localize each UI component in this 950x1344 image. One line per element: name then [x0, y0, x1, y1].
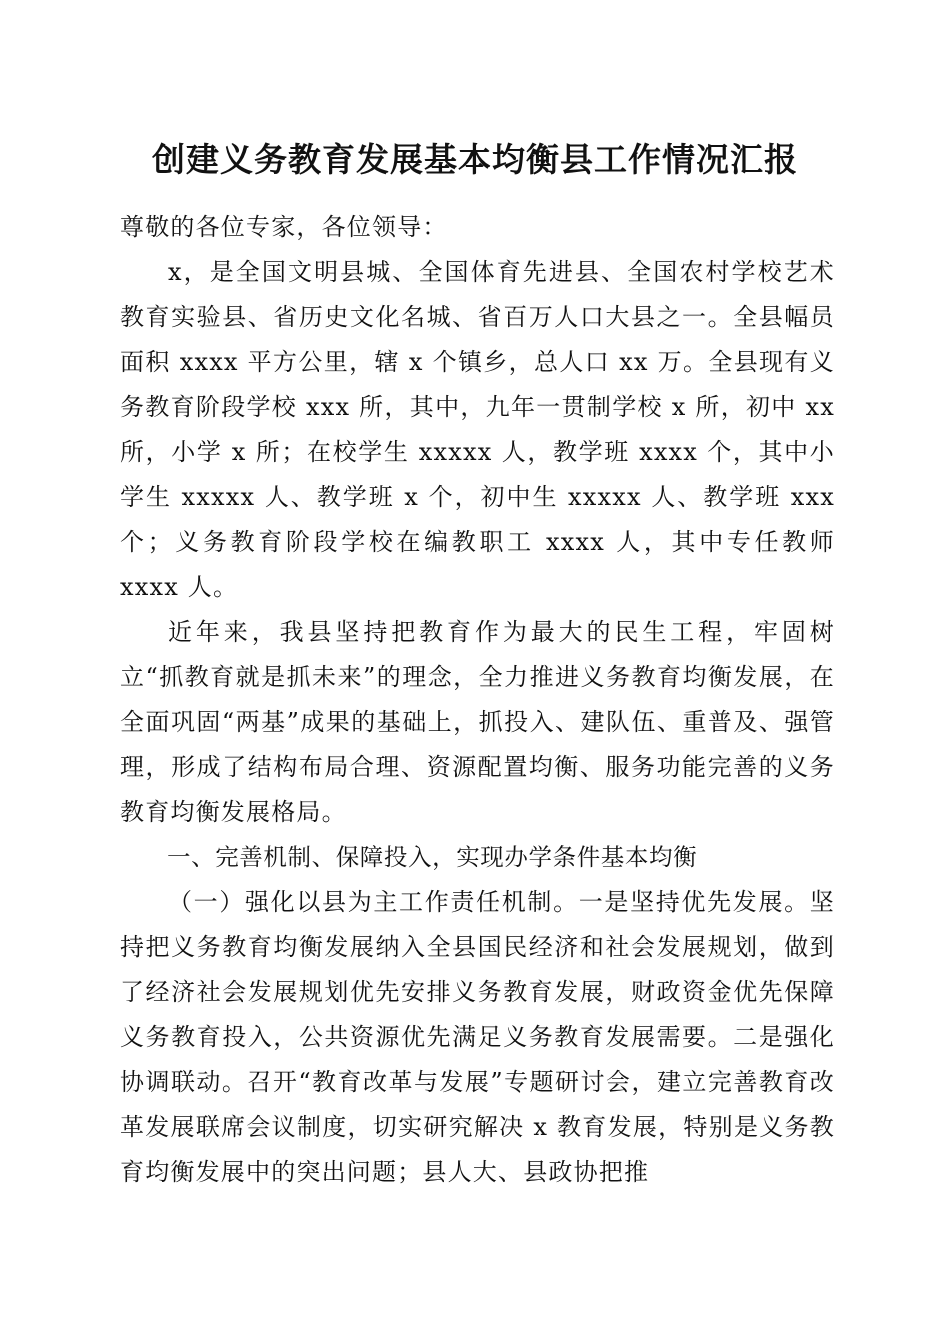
sub-heading-1-1: （一）强化以县为主工作责任机制。 — [168, 888, 579, 916]
salutation: 尊敬的各位专家，各位领导： — [120, 213, 448, 241]
document-title: 创建义务教育发展基本均衡县工作情况汇报 — [152, 140, 798, 179]
document-body — [120, 205, 835, 1195]
section-1-1-text: 一是坚持优先发展。坚持把义务教育均衡发展纳入全县国民经济和社会发展规划，做到了经济社会发展规划优先安排义务教育发展，财政资金优先保障义务教育投入，公共资源优先满足义务教育发展需要。二是强化协调联动。召开“教育改革与发展”专题研讨会，建立完善教育改革发展联席会议制度，切实研究解决 x 教育发展，特别是义务教育均衡发展中的突出问题；县人大、县政协把推 — [120, 888, 835, 1186]
section-heading-1: 一、完善机制、保障投入，实现办学条件基本均衡 — [167, 843, 698, 871]
paragraph-overview: 近年来，我县坚持把教育作为最大的民生工程，牢固树立“抓教育就是抓未来”的理念，全力推进义务教育均衡发展，在全面巩固“两基”成果的基础上，抓投入、建队伍、重普及、强管理，形成了结构布局合理、资源配置均衡、服务功能完善的义务教育均衡发展格局。 — [120, 618, 835, 826]
paragraph-intro: x，是全国文明县城、全国体育先进县、全国农村学校艺术教育实验县、省历史文化名城、省百万人口大县之一。全县幅员面积 xxxx 平方公里，辖 x 个镇乡，总人口 xx 万。全县现有义务教育阶段学校 xxx 所，其中，九年一贯制学校 x 所，初中 xx 所，小学 x 所；在校学生 xxxxx 人，教学班 xxxx 个，其中小学生 xxxxx 人、教学班 x 个，初中生 xxxxx 人、教学班 xxx 个；义务教育阶段学校在编教职工 xxxx 人，其中专任教师 xxxx 人。 — [120, 258, 835, 601]
paragraph-section-1-1 — [120, 880, 835, 1195]
